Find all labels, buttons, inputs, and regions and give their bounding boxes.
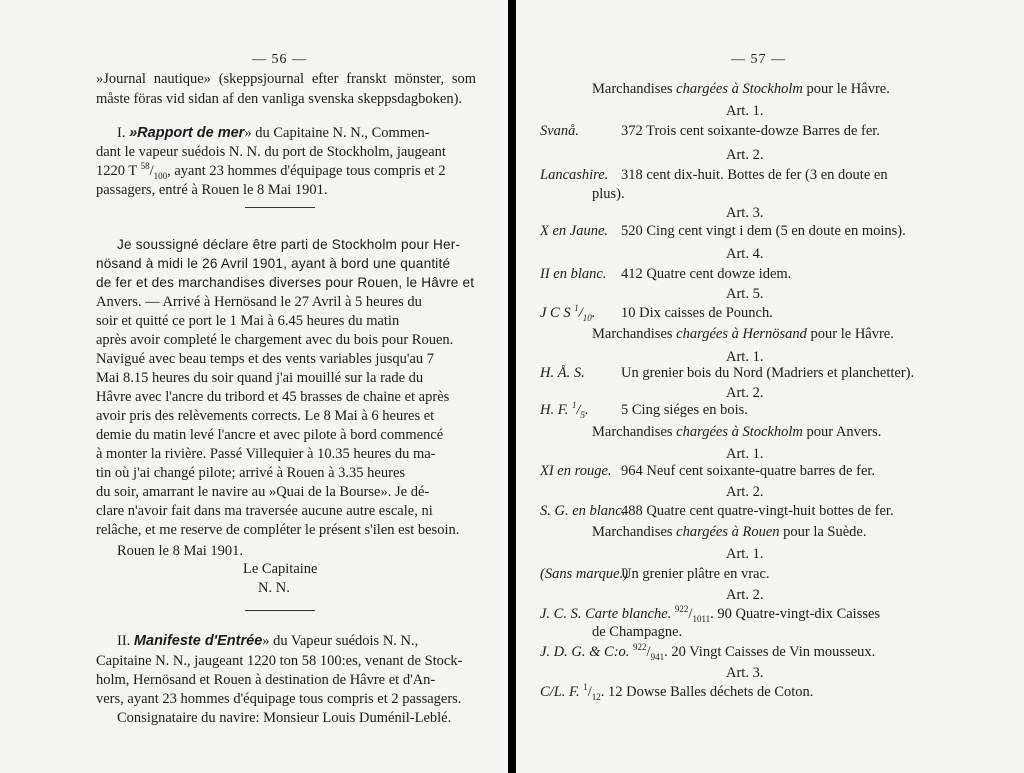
report-line: de fer et des marchandises diverses pour Rouen, le Hâvre et (96, 275, 475, 290)
cargo-description: 90 Quatre-vingt-dix Caisses (717, 606, 881, 622)
report-line: Mai 8.15 heures du soir quand j'ai mouillé sur la rade du (96, 370, 424, 386)
cargo-entry: J. C. S. Carte blanche. $^{922}/_{1011}$. 90 Quatre-vingt-dix Caisses (540, 604, 881, 624)
report-line: Navigué avec beau temps et des vents variables jusqu'au 7 (96, 351, 435, 367)
cargo-description: 412 Quatre cent dowze idem. (621, 266, 792, 282)
section-two-heading: II. Manifeste d'Entrée» du Vapeur suédois N. N., (117, 633, 419, 649)
section-title: »Rapport de mer (129, 125, 245, 141)
section-one-line: passagers, entré à Rouen le 8 Mai 1901. (96, 182, 328, 198)
report-line: demie du matin levé l'ancre et avec pilote à bord commencé (96, 427, 444, 443)
cargo-mark: (Sans marque.) (540, 566, 629, 582)
report-line: du soir, amarrant le navire au »Quai de la Bourse». Je dé- (96, 484, 430, 500)
cargo-mark: Svanå. (540, 123, 580, 139)
report-line: relâche, et me reserve de compléter le présent s'ilen est besoin. (96, 522, 460, 538)
article-number: Art. 2. (726, 587, 764, 603)
cargo-description: Un grenier bois du Nord (Madriers et planchetter). (621, 365, 915, 381)
report-line: Anvers. — Arrivé à Hernösand le 27 Avril à 5 heures du (96, 294, 422, 310)
section-heading-rest: du Vapeur suédois N. N., (273, 633, 419, 649)
section-two-line: Consignataire du navire: Monsieur Louis Duménil-Leblé. (117, 710, 452, 726)
cargo-mark: II en blanc. (540, 266, 607, 282)
intro-line: »Journal nautique» (skeppsjournal efter franskt mönster, som (96, 71, 476, 87)
cargo-description: Un grenier plâtre en vrac. (621, 566, 770, 582)
section-two-line: Capitaine N. N., jaugeant 1220 ton 58 100:es, venant de Stock- (96, 653, 463, 669)
report-line: tin où j'ai changé pilote; arrivé à Rouen à 3.35 heures (96, 465, 406, 481)
cargo-mark: J. C. S. Carte blanche. (540, 606, 672, 622)
cargo-heading: Marchandises chargées à Hernösand pour le Hâvre. (592, 326, 894, 342)
cargo-mark: J. D. G. & C:o. (540, 644, 630, 660)
section-heading-rest: du Capitaine N. N., Commen- (255, 125, 430, 141)
article-number: Art. 3. (726, 205, 764, 221)
cargo-description: 318 cent dix-huit. Bottes de fer (3 en doute en (621, 167, 888, 183)
cargo-continuation: plus). (592, 186, 625, 202)
place-date: Rouen le 8 Mai 1901. (117, 543, 244, 559)
report-line: avoir pris des relèvements corrects. Le 8 Mai à 6 heures et (96, 408, 435, 424)
cargo-description: 488 Quatre cent quatre-vingt-huit bottes de fer. (621, 503, 894, 519)
cargo-heading: Marchandises chargées à Stockholm pour le Hâvre. (592, 81, 890, 97)
cargo-mark: C/L. F. (540, 684, 580, 700)
page-number: — 57 — (731, 52, 786, 67)
cargo-description: 12 Dowse Balles déchets de Coton. (608, 684, 814, 700)
article-number: Art. 1. (726, 446, 764, 462)
report-line: nösand à midi le 26 Avril 1901, ayant à bord une quantité (96, 256, 451, 271)
cargo-description: 372 Trois cent soixante-dowze Barres de fer. (621, 123, 880, 139)
article-number: Art. 2. (726, 147, 764, 163)
cargo-description: 5 Cing siéges en bois. (621, 402, 748, 418)
section-two-line: vers, ayant 23 hommes d'équipage tous compris et 2 passagers. (96, 691, 462, 707)
report-line: clare n'avoir fait dans ma traversée aucune autre escale, ni (96, 503, 433, 519)
section-one-line: 1220 T $^{58}/_{100}$, ayant 23 hommes d'équipage tous compris et 2 (96, 161, 446, 181)
section-one-heading: I. »Rapport de mer» du Capitaine N. N., Commen- (117, 125, 430, 141)
cargo-description: 10 Dix caisses de Pounch. (621, 305, 773, 321)
cargo-mark: J C S $^1/_{10}$. (540, 303, 596, 323)
cargo-mark: Lancashire. (540, 167, 609, 183)
section-two-line: holm, Hernösand et Rouen à destination de Hâvre et d'An- (96, 672, 436, 688)
divider-rule (245, 207, 315, 208)
cargo-mark: X en Jaune. (540, 223, 609, 239)
signature-title: Le Capitaine (243, 561, 318, 577)
cargo-mark: XI en rouge. (540, 463, 612, 479)
article-number: Art. 3. (726, 665, 764, 681)
article-number: Art. 1. (726, 546, 764, 562)
cargo-description: 520 Cing cent vingt i dem (5 en doute en moins). (621, 223, 906, 239)
cargo-entry: C/L. F. $^1/_{12}$. 12 Dowse Balles déchets de Coton. (540, 682, 814, 702)
section-number: I. (117, 125, 126, 141)
cargo-entry: J. D. G. & C:o. $^{922}/_{941}$. 20 Vingt Caisses de Vin mousseux. (540, 642, 876, 662)
signature-name: N. N. (258, 580, 290, 596)
book-gutter (508, 0, 516, 773)
cargo-description: 964 Neuf cent soixante-quatre barres de fer. (621, 463, 876, 479)
cargo-heading: Marchandises chargées à Rouen pour la Suède. (592, 524, 867, 540)
report-line: Je soussigné déclare être parti de Stockholm pour Her- (117, 237, 461, 252)
article-number: Art. 2. (726, 484, 764, 500)
article-number: Art. 2. (726, 385, 764, 401)
cargo-continuation: de Champagne. (592, 624, 683, 640)
report-line: après avoir completé le chargement avec du bois pour Rouen. (96, 332, 454, 348)
cargo-mark: H. F. $^1/_5$. (540, 400, 589, 420)
section-title: Manifeste d'Entrée (133, 633, 263, 649)
cargo-heading: Marchandises chargées à Stockholm pour Anvers. (592, 424, 882, 440)
divider-rule (245, 610, 315, 611)
left-page (0, 0, 508, 773)
section-one-line: dant le vapeur suédois N. N. du port de Stockholm, jaugeant (96, 144, 446, 160)
cargo-description: 20 Vingt Caisses de Vin mousseux. (671, 644, 876, 660)
cargo-mark: S. G. en blanc. (540, 503, 626, 519)
article-number: Art. 5. (726, 286, 764, 302)
section-number: II. (117, 633, 131, 649)
article-number: Art. 1. (726, 103, 764, 119)
right-page (516, 0, 1024, 773)
article-number: Art. 1. (726, 349, 764, 365)
cargo-mark: H. Å. S. (540, 365, 585, 381)
report-line: soir et quitté ce port le 1 Mai à 6.45 heures du matin (96, 313, 400, 329)
intro-line: måste föras vid sidan af den vanliga svenska skeppsdagboken). (96, 91, 463, 107)
report-line: Hâvre avec l'ancre du tribord et 45 brasses de chaine et après (96, 389, 450, 405)
article-number: Art. 4. (726, 246, 764, 262)
page-number: — 56 — (252, 52, 307, 67)
report-line: à monter la rivière. Passé Villequier à 10.35 heures du ma- (96, 446, 436, 462)
